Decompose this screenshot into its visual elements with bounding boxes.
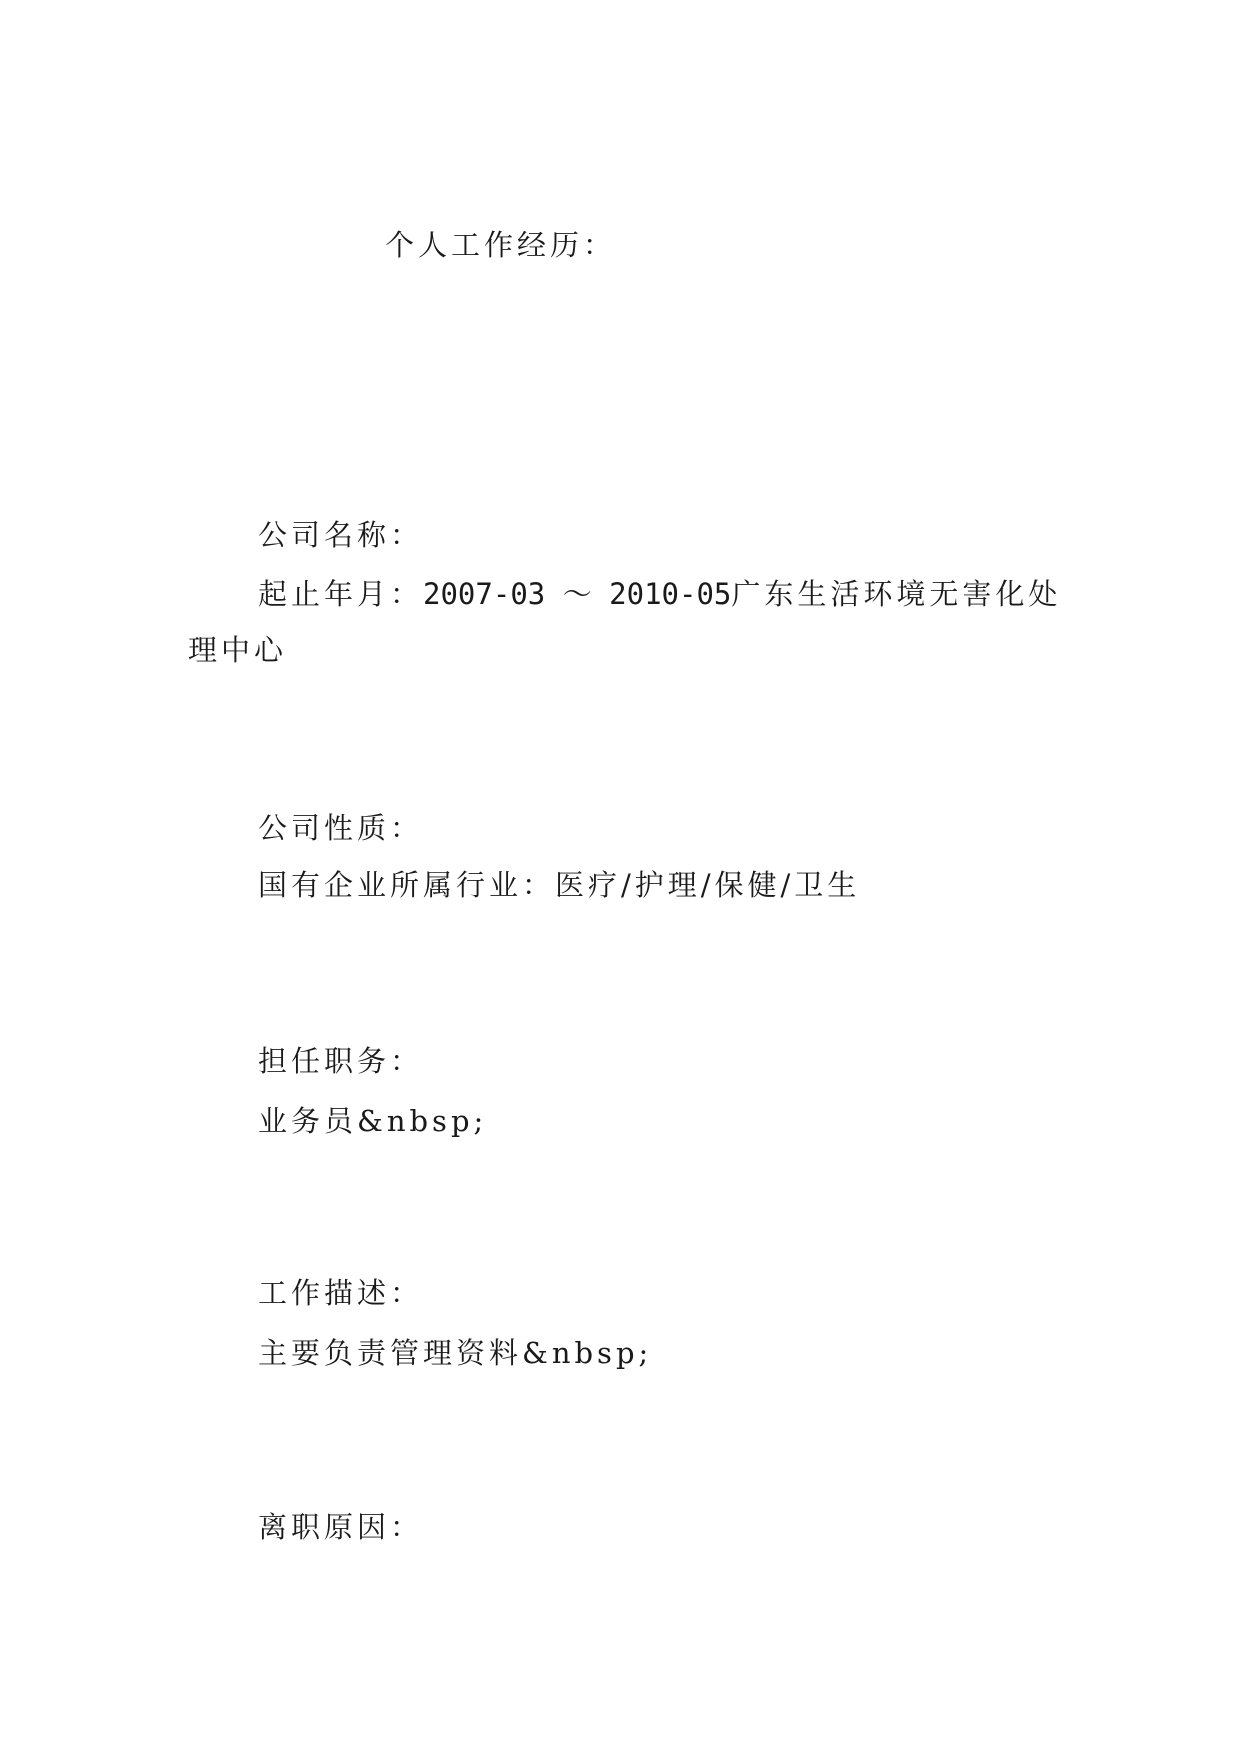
period-label: 起止年月：	[258, 577, 424, 611]
leave-reason-label: 离职原因：	[258, 1510, 424, 1544]
period-range: 2007-03 ～ 2010-05	[423, 577, 732, 611]
description-value: 主要负责管理资料&nbsp;	[258, 1336, 653, 1370]
company-nature-industry-line: 国有企业所属行业：医疗/护理/保健/卫生	[258, 868, 861, 902]
company-name-value-part1: 广东生活环境无害化处	[731, 577, 1062, 611]
company-name-label: 公司名称：	[258, 518, 424, 552]
company-name-value-part2: 理中心	[188, 633, 288, 667]
period-line	[258, 574, 1061, 614]
position-value: 业务员&nbsp;	[258, 1104, 488, 1138]
page-heading: 个人工作经历：	[385, 228, 617, 262]
company-nature-label: 公司性质：	[258, 811, 424, 845]
position-label: 担任职务：	[258, 1044, 424, 1078]
description-label: 工作描述：	[258, 1276, 424, 1310]
